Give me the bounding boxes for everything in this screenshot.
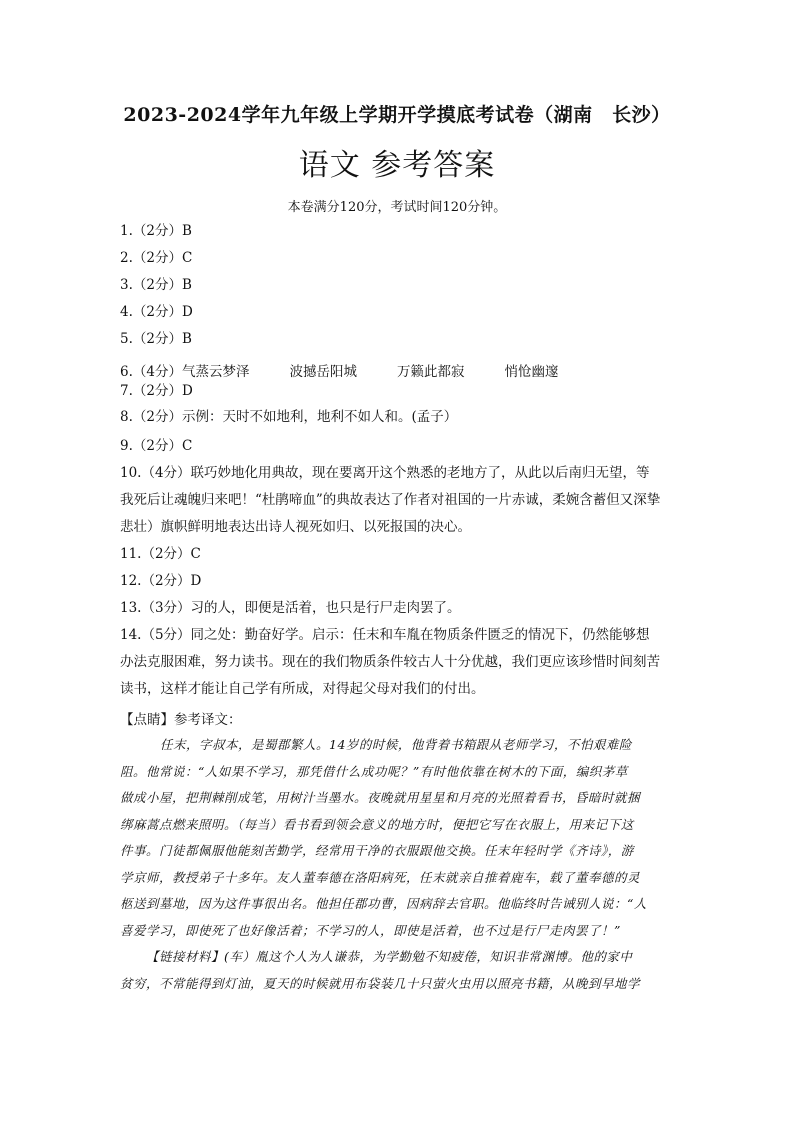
answer-8: 8.（2分）示例：天时不如地利，地利不如人和。(孟子） bbox=[120, 409, 458, 425]
answer-10-line: 悲壮）旗帜鲜明地表达出诗人视死如归、以死报国的决心。 bbox=[120, 519, 471, 535]
translation-line: 阻。他常说：“人如果不学习，那凭借什么成功呢？”有时他依靠在树木的下面，编织茅草 bbox=[120, 763, 628, 779]
link-material-line: 【链接材料】(车）胤这个人为人谦恭，为学勤勉不知疲倦，知识非常渊博。他的家中 bbox=[146, 949, 633, 964]
answer-3: 3.（2分）B bbox=[120, 277, 192, 293]
answer-1: 1.（2分）B bbox=[120, 223, 192, 239]
answer-7: 7.（2分）D bbox=[120, 383, 193, 399]
page-subtitle: 语文 参考答案 bbox=[298, 148, 496, 183]
translation-paragraph bbox=[120, 732, 680, 997]
answer-2: 2.（2分）C bbox=[120, 250, 193, 266]
comment-heading: 【点睛】参考译文： bbox=[120, 712, 242, 728]
answer-6-part-1: 6.（4分）气蒸云梦泽 bbox=[120, 364, 250, 380]
answer-11: 11.（2分）C bbox=[120, 546, 201, 562]
answer-10 bbox=[120, 460, 680, 541]
answer-5: 5.（2分）B bbox=[120, 331, 192, 347]
translation-line: 绑麻蒿点燃来照明。（每当）看书看到领会意义的地方时，便把它写在衣服上，用来记下这 bbox=[120, 816, 634, 832]
translation-line: 做成小屋，把荆棘削成笔，用树汁当墨水。夜晚就用星星和月亮的光照着看书，昏暗时就捆 bbox=[120, 790, 641, 805]
answer-6-part-3: 万籁此都寂 bbox=[396, 364, 465, 380]
link-material-line: 贫穷，不常能得到灯油，夏天的时候就用布袋装几十只萤火虫用以照亮书籍，从晚到早地学 bbox=[120, 975, 641, 991]
translation-line: 学京师，教授弟子十多年。友人董奉德在洛阳病死，任末就亲自推着鹿车，载了董奉德的灵 bbox=[120, 869, 641, 885]
answer-9: 9.（2分）C bbox=[120, 438, 193, 454]
answer-13: 13.（3分）习的人，即便是活着，也只是行尸走肉罢了。 bbox=[120, 600, 461, 616]
answer-14 bbox=[120, 622, 680, 703]
translation-line: 件事。门徒都佩服他能刻苦勤学，经常用干净的衣服跟他交换。任末年轻时学《齐诗》，游 bbox=[120, 843, 634, 858]
answer-10-line: 我死后让魂魄归来吧！“杜鹃啼血”的典故表达了作者对祖国的一片赤诚，柔婉含蓄但又深挚 bbox=[120, 492, 661, 508]
answer-4: 4.（2分）D bbox=[120, 304, 193, 320]
translation-line: 任末，字叔本，是蜀郡繁人。14岁的时候，他背着书箱跟从老师学习，不怕艰难险 bbox=[160, 737, 632, 752]
answer-6 bbox=[120, 363, 680, 381]
translation-line: 喜爱学习，即使死了也好像活着；不学习的人，即使是活着，也不过是行尸走肉罢了！” bbox=[120, 922, 621, 938]
answer-14-line: 读书，这样才能让自己学有所成，对得起父母对我们的付出。 bbox=[120, 681, 485, 697]
answer-10-line: 10.（4分）联巧妙地化用典故，现在要离开这个熟悉的老地方了，从此以后南归无望，等 bbox=[120, 465, 650, 481]
answer-14-line: 14.（5分）同之处：勤奋好学。启示：任末和车胤在物质条件匮乏的情况下，仍然能够想 bbox=[120, 627, 650, 643]
answer-14-line: 办法克服困难，努力读书。现在的我们物质条件较古人十分优越，我们更应该珍惜时间刻苦 bbox=[120, 654, 660, 670]
translation-line: 柩送到墓地，因为这件事很出名。他担任郡功曹，因病辞去官职。他临终时告诫别人说：“人 bbox=[120, 896, 647, 911]
answer-6-part-4: 悄怆幽邃 bbox=[504, 364, 559, 380]
answer-6-part-2: 波撼岳阳城 bbox=[289, 364, 357, 380]
answer-12: 12.（2分）D bbox=[120, 573, 202, 589]
exam-note: 本卷满分120分，考试时间120分钟。 bbox=[287, 200, 507, 215]
page-title: 2023-2024学年九年级上学期开学摸底考试卷（湖南 长沙） bbox=[123, 104, 671, 126]
